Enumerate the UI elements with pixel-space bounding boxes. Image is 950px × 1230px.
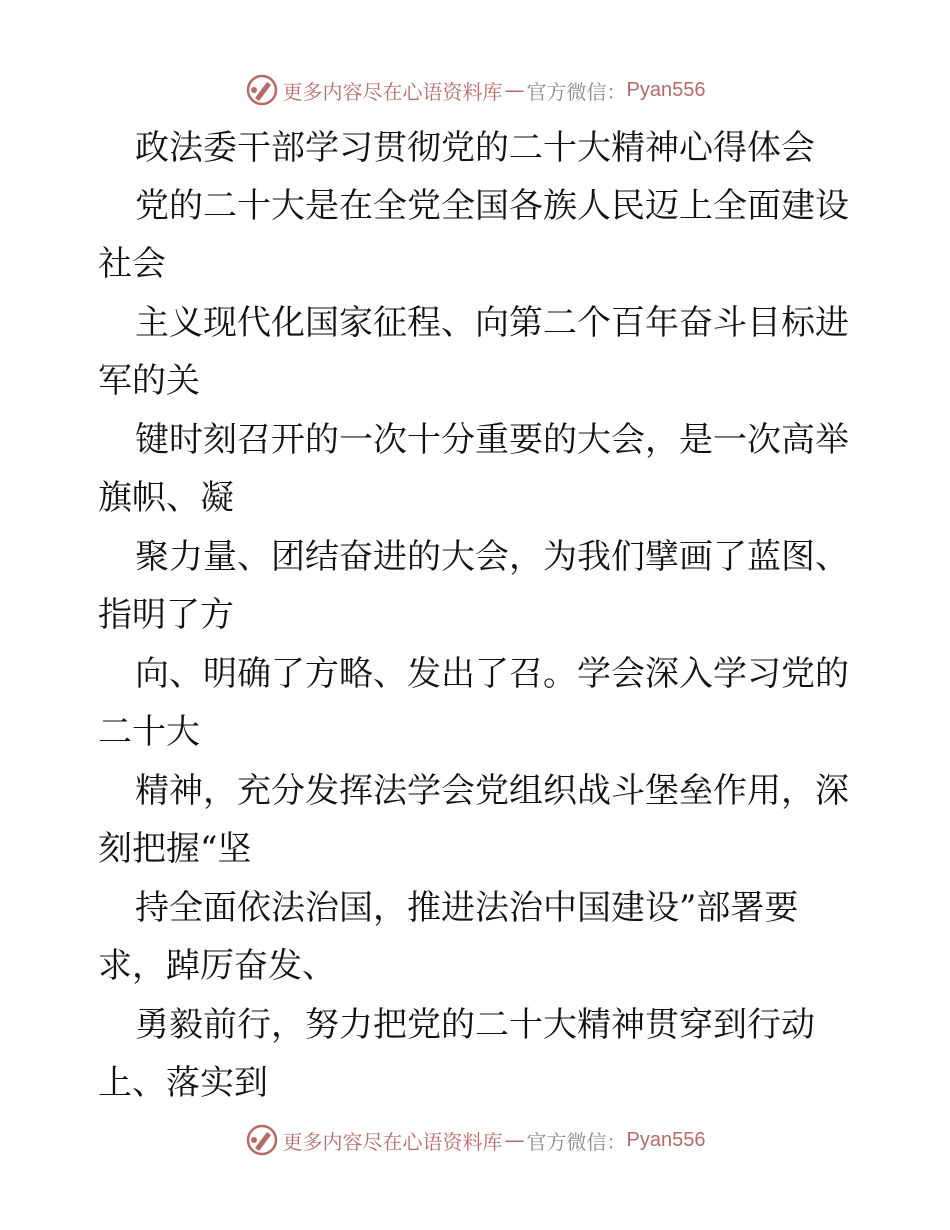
text-line: 指明了方: [98, 595, 234, 635]
text-line: 持全面依法治国，推进法治中国建设”部署要: [135, 888, 799, 928]
text-line: 精神，充分发挥法学会党组织战斗堡垒作用，深: [135, 771, 849, 811]
footer-watermark-banner: [0, 1118, 950, 1162]
text-line: 聚力量、团结奋进的大会，为我们擘画了蓝图、: [135, 537, 849, 577]
text-line: 键时刻召开的一次十分重要的大会，是一次高举: [135, 420, 849, 460]
banner-text: 更多内容尽在心语资料库: [282, 79, 503, 104]
banner-dash: —: [504, 78, 525, 102]
pen-logo-icon: [245, 73, 279, 107]
text-line: 勇毅前行，努力把党的二十大精神贯穿到行动: [135, 1005, 815, 1045]
text-line: 社会: [98, 244, 166, 284]
text-line: 党的二十大是在全党全国各族人民迈上全面建设: [135, 186, 849, 226]
text-line: 军的关: [98, 361, 200, 401]
text-line: 主义现代化国家征程、向第二个百年奋斗目标进: [135, 303, 849, 343]
pen-logo-icon: [245, 1123, 279, 1157]
banner-dash: —: [504, 1128, 525, 1152]
text-line: 求，踔厉奋发、: [98, 946, 336, 986]
text-line: 旗帜、凝: [98, 478, 234, 518]
text-line: 向、明确了方略、发出了召。学会深入学习党的: [135, 654, 849, 694]
text-line: 二十大: [98, 712, 200, 752]
text-line: 刻把握“坚: [98, 829, 252, 869]
header-watermark-banner: [0, 68, 950, 112]
banner-wechat-id: Pyan556: [626, 78, 706, 101]
text-line: 上、落实到: [98, 1063, 268, 1103]
banner-wechat-id: Pyan556: [626, 1128, 706, 1151]
banner-wechat-label: 官方微信：: [526, 1129, 627, 1154]
banner-wechat-label: 官方微信：: [526, 79, 627, 104]
banner-text: 更多内容尽在心语资料库: [282, 1129, 503, 1154]
document-title: 政法委干部学习贯彻党的二十大精神心得体会: [135, 128, 815, 168]
